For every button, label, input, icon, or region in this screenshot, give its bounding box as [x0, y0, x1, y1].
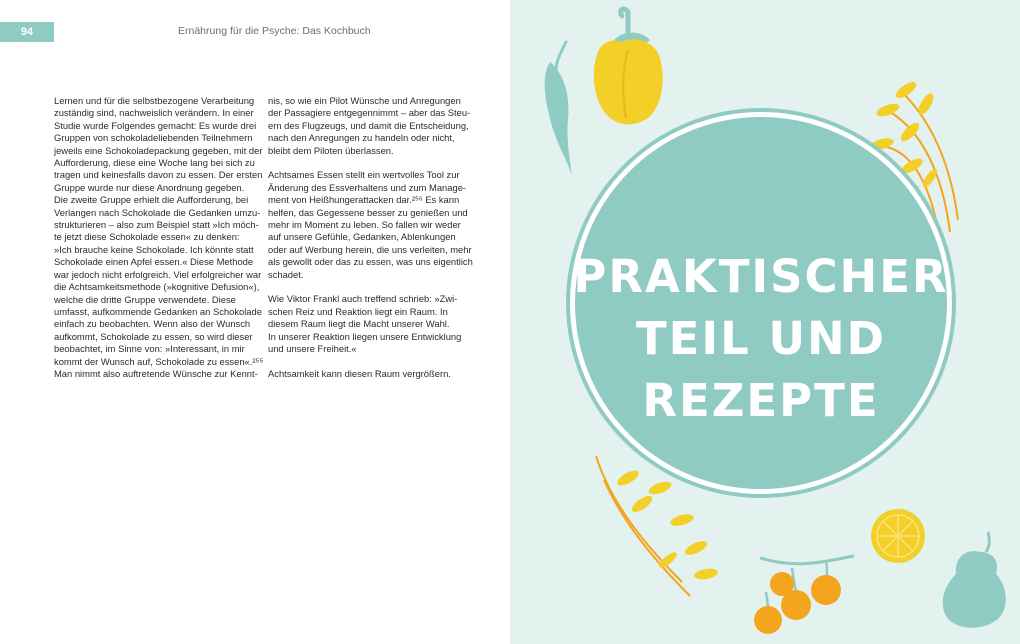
title-line: PRAKTISCHER	[573, 250, 949, 303]
text-line	[268, 157, 474, 169]
text-line: »Ich brauche keine Schokolade. Ich könnte statt	[54, 243, 254, 255]
text-line: aufkommt, Schokolade zu essen, so wird dieser	[54, 330, 253, 342]
text-line: tragen und keinesfalls davon zu essen. Der ersten	[54, 169, 263, 181]
page-number: 94	[0, 22, 54, 42]
title-line: REZEPTE	[642, 374, 880, 427]
section-title	[570, 246, 952, 432]
text-line: schen Reiz und Reaktion liegt ein Raum. In	[268, 305, 448, 317]
text-line: Änderung des Essverhaltens und zum Manage-	[268, 181, 467, 193]
text-line: Lernen und für die selbstbezogene Verarbeitung	[54, 95, 255, 106]
text-line: te jetzt diese Schokolade essen« zu denken:	[54, 231, 240, 243]
text-column-2	[268, 95, 474, 380]
text-line: die Achtsamkeitsmethode (»kognitive Defusion«),	[54, 281, 260, 293]
text-line: ern des Flugzeugs, und damit die Entscheidung,	[268, 119, 469, 131]
title-line: TEIL UND	[635, 312, 887, 365]
text-line: Die zweite Gruppe erhielt die Aufforderung, bei	[54, 194, 249, 206]
text-line: welche die dritte Gruppe verwendete. Diese	[54, 293, 236, 305]
lemon-slice-icon	[871, 509, 925, 563]
text-line: und unsere Freiheit.«	[268, 343, 357, 355]
text-line: der Passagiere entgegennimmt – aber das Steu-	[268, 107, 471, 119]
text-line: Gruppe wurde nur diese Anordnung gegeben.	[54, 181, 245, 193]
text-line: Achtsames Essen stellt ein wertvolles Tool zur	[268, 169, 460, 181]
text-line: strukturieren – also zum Beispiel statt »Ich möch-	[54, 219, 259, 231]
text-line: einfach zu beobachten. Wenn also der Wunsch	[54, 318, 251, 330]
text-line: war jedoch nicht erfolgreich. Viel erfolgreicher war	[54, 268, 262, 280]
text-line: Aufforderung, diese eine Woche lang bei sich zu	[54, 157, 255, 169]
text-line: Verlangen nach Schokolade die Gedanken umzu-	[54, 206, 261, 218]
text-line: mehr im Moment zu leben. So fallen wir weder	[268, 219, 461, 231]
text-line: umfasst, aufkommende Gedanken an Schokolade	[54, 305, 262, 317]
text-line: jeweils eine Schokoladepackung gegeben, mit der	[54, 144, 263, 156]
text-line: nis, so wie ein Pilot Wünsche und Anregungen	[268, 95, 461, 106]
text-line: zuständig sind, nachweislich verändern. In einer	[54, 107, 254, 119]
text-line: helfen, das Gegessene besser zu genießen und	[268, 206, 468, 218]
bell-pepper-icon	[594, 9, 663, 124]
text-line: Gruppen von schokoladeliebenden Teilnehmern	[54, 132, 253, 144]
running-head: Ernährung für die Psyche: Das Kochbuch	[178, 25, 371, 37]
text-line	[268, 356, 474, 368]
text-line: schadet.	[268, 268, 304, 280]
text-line: als gewollt oder das zu essen, was uns eigentlich	[268, 256, 473, 268]
text-line: oder auf Werbung herein, die uns verleiten, mehr	[268, 243, 472, 255]
text-line: diesem Raum liegt die Macht unserer Wahl.	[268, 318, 450, 330]
text-line: beobachtet, im Sinne von: »Interessant, in mir	[54, 343, 245, 355]
right-page	[510, 0, 1020, 644]
text-line: Achtsamkeit kann diesen Raum vergrößern.	[268, 367, 451, 379]
text-line: nach den Anregungen zu handeln oder nicht,	[268, 132, 455, 144]
tomato-vine-icon	[754, 556, 854, 634]
text-line: kommt der Wunsch auf, Schokolade zu essen«.²⁵⁵	[54, 355, 264, 367]
chili-pepper-icon	[545, 42, 572, 176]
text-line: ment von Heißhungerattacken dar.²⁵⁶ Es kann	[268, 194, 460, 206]
pear-icon	[943, 532, 1006, 628]
text-line: Studie wurde Folgendes gemacht: Es wurde drei	[54, 119, 257, 131]
text-line: bleibt dem Piloten überlassen.	[268, 144, 394, 156]
text-line: Wie Viktor Frankl auch treffend schrieb: »Zwi-	[268, 293, 458, 305]
text-line: auf unsere Gefühle, Gedanken, Ablenkungen	[268, 231, 456, 243]
text-line: Man nimmt also auftretende Wünsche zur Kennt-	[54, 367, 258, 379]
text-column-1	[54, 95, 264, 380]
text-line: Schokolade einen Apfel essen.« Diese Methode	[54, 256, 254, 268]
text-line: In unserer Reaktion liegen unsere Entwicklung	[268, 330, 462, 342]
text-line	[268, 281, 474, 293]
